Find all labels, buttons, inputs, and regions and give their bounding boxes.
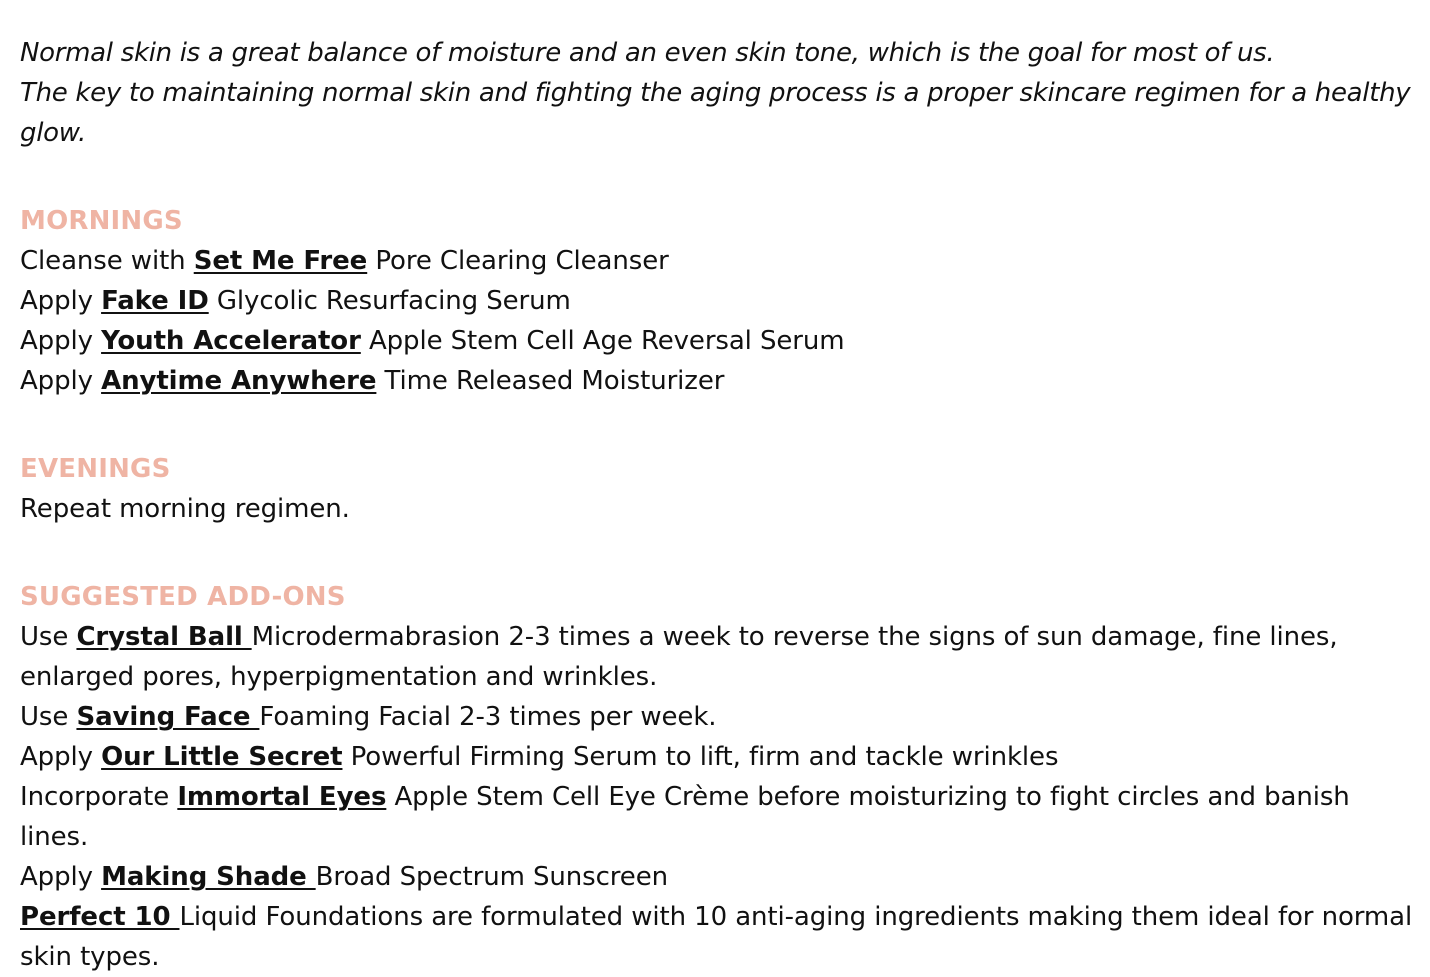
product-link-set-me-free[interactable]: Set Me Free: [193, 246, 368, 276]
intro-paragraph: [20, 33, 1416, 153]
product-link-making-shade[interactable]: Making Shade: [101, 862, 316, 892]
morning-step-3: Apply Youth Accelerator Apple Stem Cell Age Reversal Serum: [20, 326, 845, 356]
addon-step-3: Apply Our Little Secret Powerful Firming Serum to lift, firm and tackle wrinkles: [20, 742, 1059, 772]
addons-heading: SUGGESTED ADD-ONS: [20, 582, 346, 612]
intro-line-1: Normal skin is a great balance of moisture and an even skin tone, which is the goal for most of us.: [20, 38, 1275, 68]
addon-step-5: Apply Making Shade Broad Spectrum Sunscreen: [20, 862, 668, 892]
mornings-heading: MORNINGS: [20, 206, 183, 236]
product-link-anytime-anywhere[interactable]: Anytime Anywhere: [101, 366, 377, 396]
product-link-saving-face[interactable]: Saving Face: [76, 702, 260, 732]
morning-step-1: Cleanse with Set Me Free Pore Clearing Cleanser: [20, 246, 669, 276]
addon-step-4: Incorporate Immortal Eyes Apple Stem Cell Eye Crème before moisturizing to fight circles and banish lines.: [20, 782, 1350, 852]
intro-line-2: The key to maintaining normal skin and fighting the aging process is a proper skincare regimen for a healthy glow.: [20, 78, 1411, 148]
addon-step-1: Use Crystal Ball Microdermabrasion 2-3 times a week to reverse the signs of sun damage, fine lines, enlarged pores, hyperpigmentation and wrinkles.: [20, 622, 1338, 692]
morning-step-2: Apply Fake ID Glycolic Resurfacing Serum: [20, 286, 571, 316]
morning-step-4: Apply Anytime Anywhere Time Released Moisturizer: [20, 366, 725, 396]
product-link-fake-id[interactable]: Fake ID: [101, 286, 209, 316]
evenings-heading: EVENINGS: [20, 454, 171, 484]
evenings-section: [20, 449, 1416, 529]
product-link-our-little-secret[interactable]: Our Little Secret: [101, 742, 343, 772]
product-link-crystal-ball[interactable]: Crystal Ball: [76, 622, 252, 652]
addon-step-2: Use Saving Face Foaming Facial 2-3 times per week.: [20, 702, 717, 732]
addon-step-6: Perfect 10 Liquid Foundations are formulated with 10 anti-aging ingredients making them ideal for normal skin types.: [20, 902, 1413, 972]
mornings-section: [20, 201, 1416, 401]
product-link-youth-accelerator[interactable]: Youth Accelerator: [101, 326, 361, 356]
evening-step: Repeat morning regimen.: [20, 494, 350, 524]
addons-section: [20, 577, 1416, 977]
product-link-immortal-eyes[interactable]: Immortal Eyes: [177, 782, 387, 812]
product-link-perfect-10[interactable]: Perfect 10: [20, 902, 180, 932]
